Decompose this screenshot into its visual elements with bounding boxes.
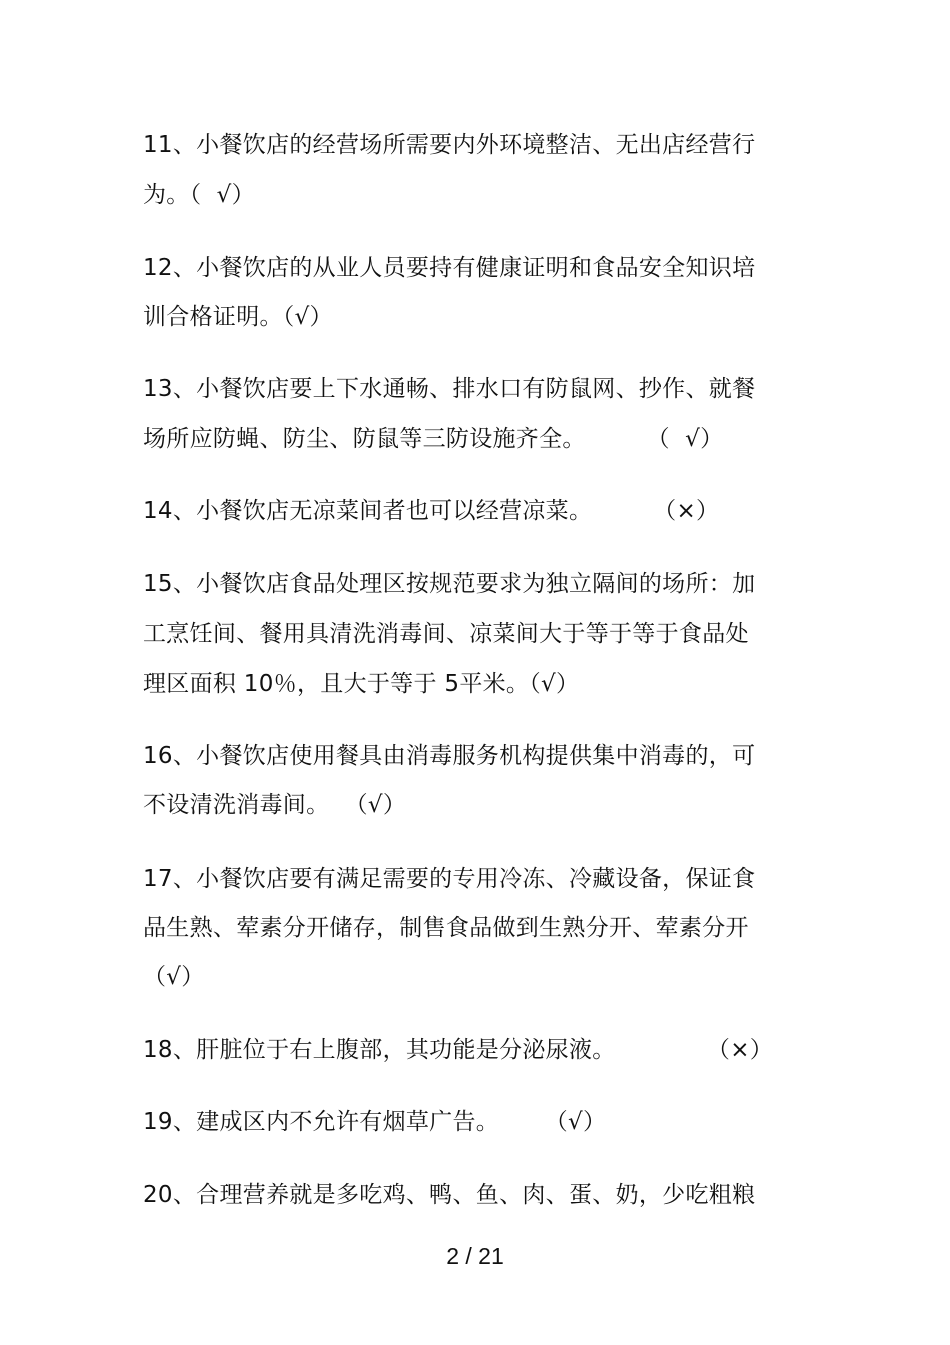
question-17-line-2: 品生熟、荤素分开储存，制售食品做到生熟分开、荤素分开 [143,915,749,941]
question-11-line-2: 为。（ √） [143,182,255,208]
question-12-line-2: 训合格证明。（√） [143,304,333,330]
question-16-line-1: 16、小餐饮店使用餐具由消毒服务机构提供集中消毒的，可 [143,743,756,769]
question-11-line-1: 11、小餐饮店的经营场所需要内外环境整洁、无出店经营行 [143,132,756,158]
question-17-line-3: （√） [143,964,205,990]
page-number: 2 / 21 [446,1243,504,1269]
question-14-line-1: 14、小餐饮店无凉菜间者也可以经营凉菜。 （×） [143,498,720,524]
question-15-line-2: 工烹饪间、餐用具清洗消毒间、凉菜间大于等于等于食品处 [143,621,749,647]
question-15-line-3: 理区面积 10％，且大于等于 5平米。（√） [143,671,580,697]
question-19-line-1: 19、建成区内不允许有烟草广告。 （√） [143,1109,607,1135]
question-16-line-2: 不设清洗消毒间。 （√） [143,792,407,818]
question-15-line-1: 15、小餐饮店食品处理区按规范要求为独立隔间的场所：加 [143,571,756,597]
question-13-line-2: 场所应防蝇、防尘、防鼠等三防设施齐全。 （ √） [143,426,724,452]
question-18-line-1: 18、肝脏位于右上腹部，其功能是分泌尿液。 （×） [143,1037,774,1063]
question-17-line-1: 17、小餐饮店要有满足需要的专用冷冻、冷藏设备，保证食 [143,866,756,892]
question-13-line-1: 13、小餐饮店要上下水通畅、排水口有防鼠网、抄作、就餐 [143,376,756,402]
question-20-line-1: 20、合理营养就是多吃鸡、鸭、鱼、肉、蛋、奶，少吃粗粮 [143,1182,756,1208]
question-12-line-1: 12、小餐饮店的从业人员要持有健康证明和食品安全知识培 [143,255,756,281]
